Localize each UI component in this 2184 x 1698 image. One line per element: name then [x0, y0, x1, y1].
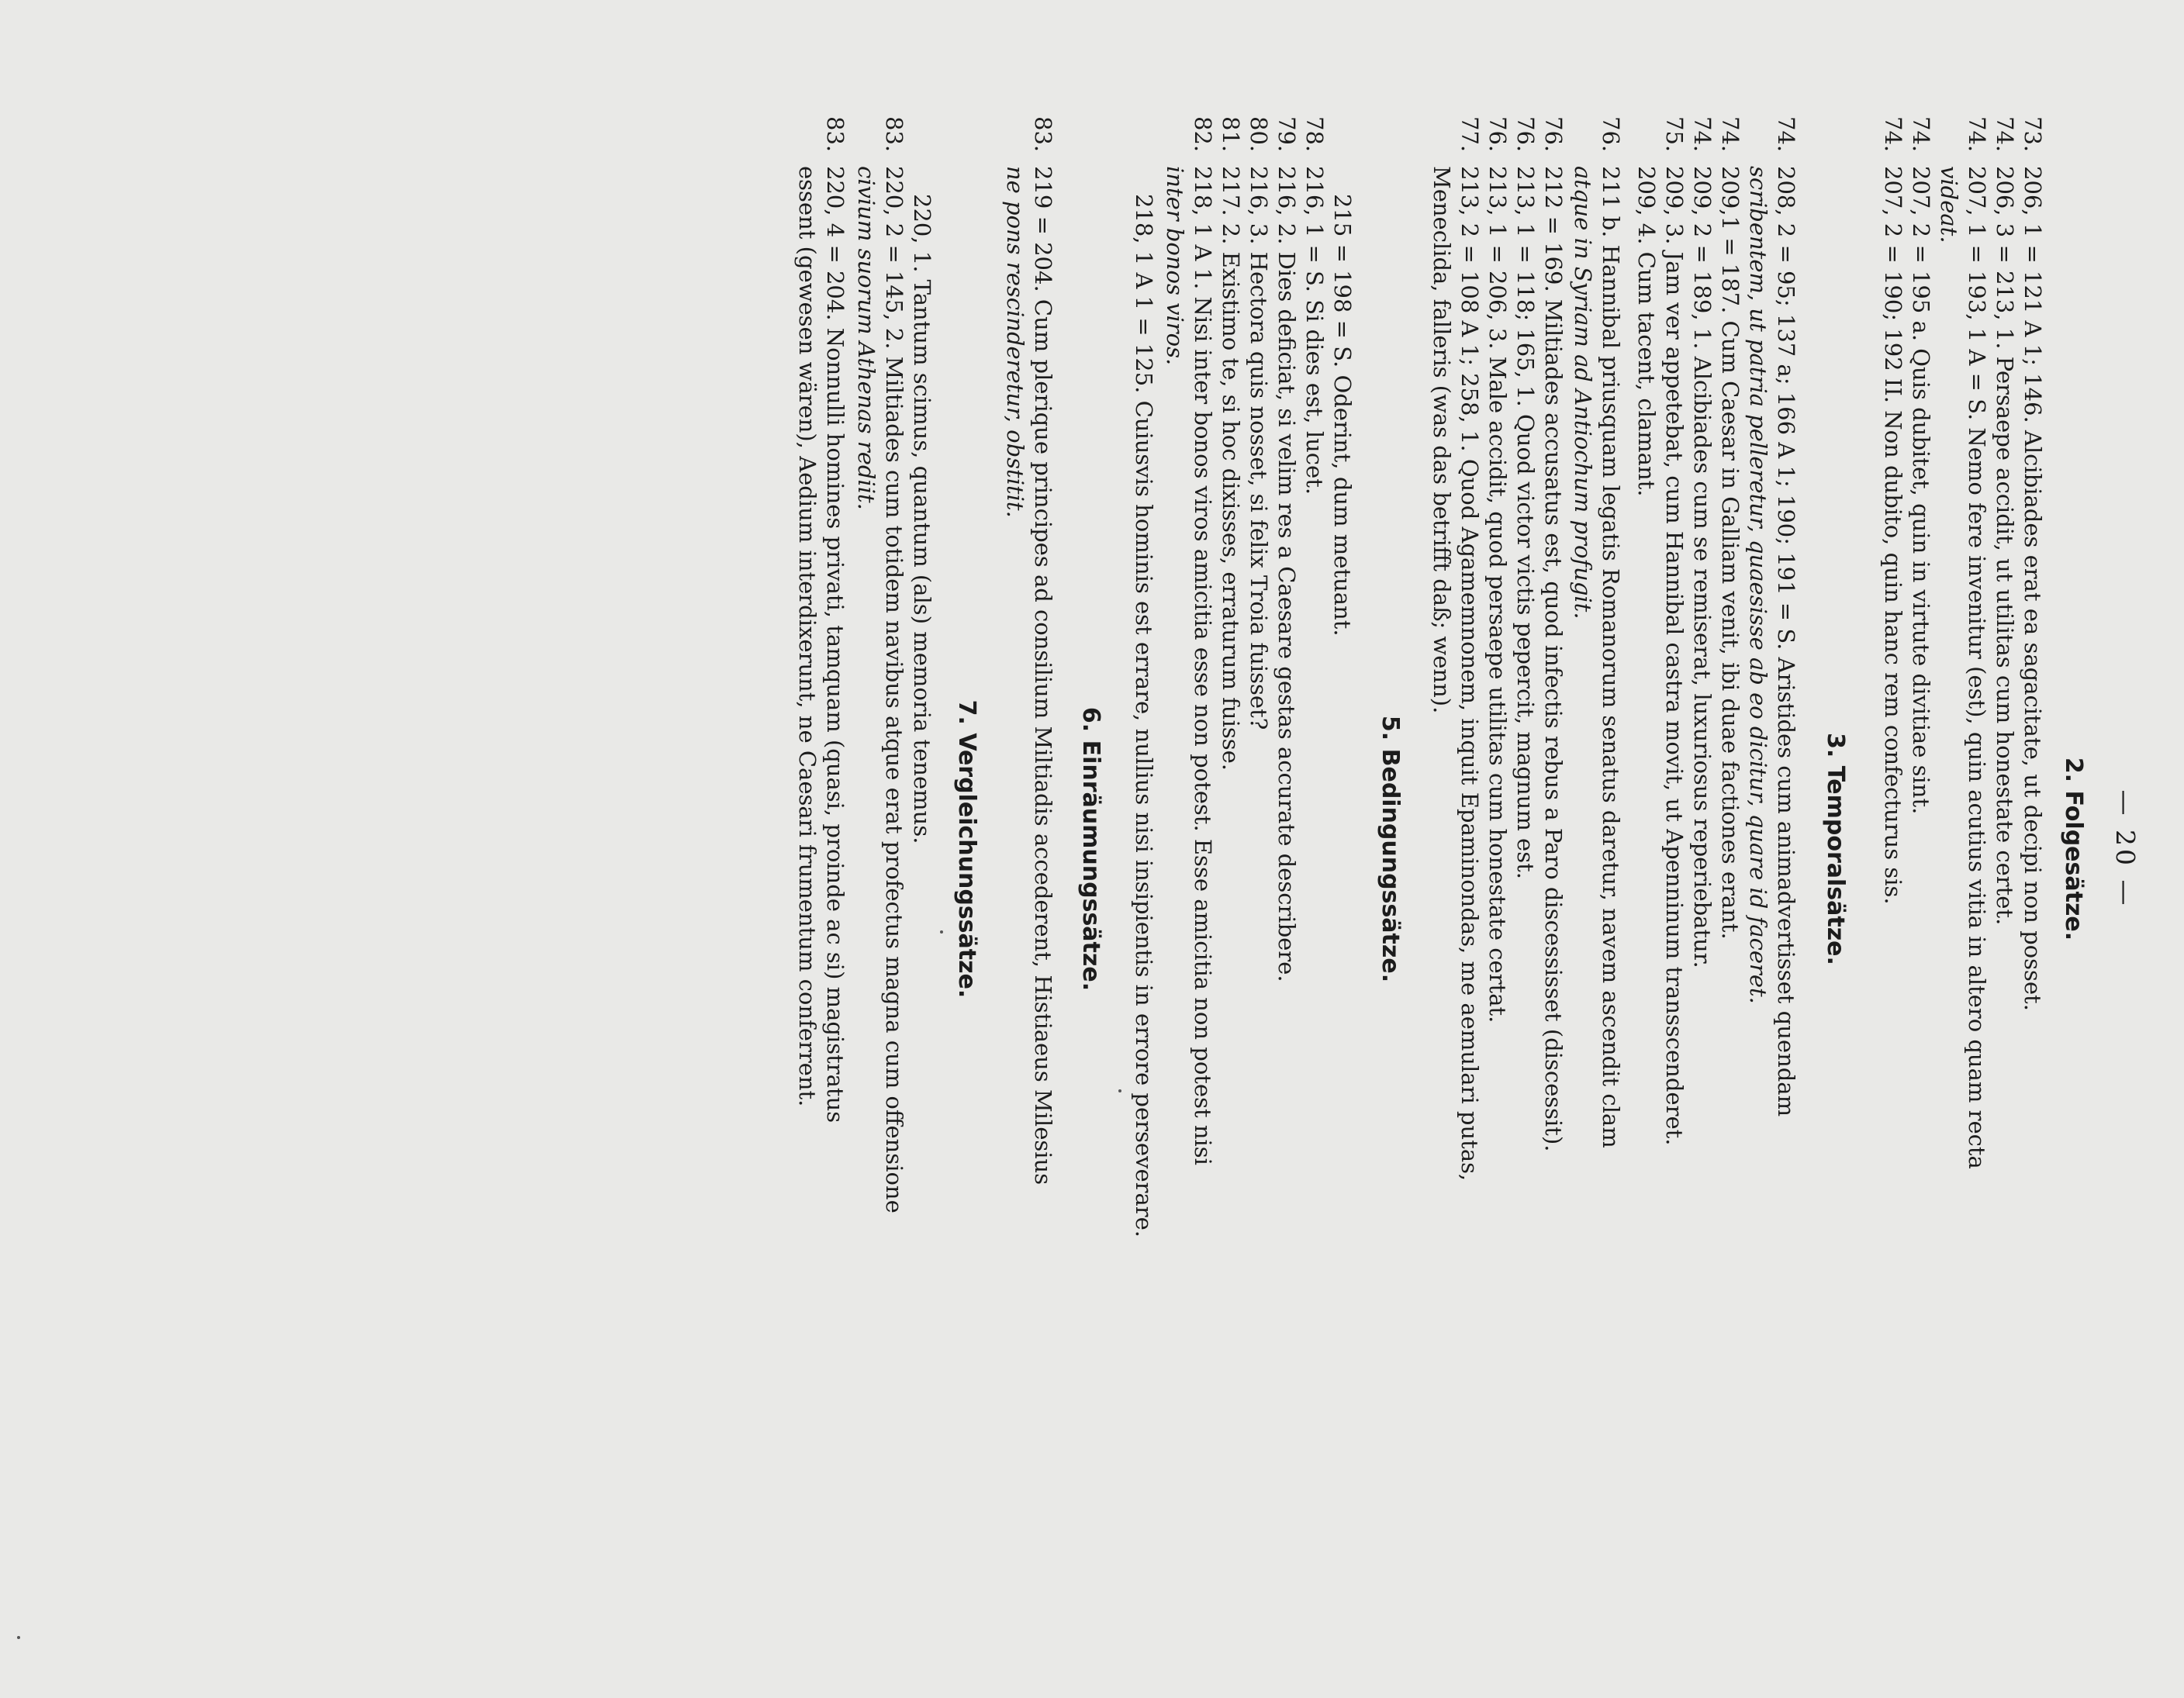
text-line: 74.207, 1 = 193, 1 A = S. Nemo fere invenitur (est), quin acutius vitia in altero quam recta — [1964, 116, 1990, 1169]
text-line: 76.213, 1 = 206, 3. Male accidit, quod persaepe utilitas cum honestate certat. — [1484, 116, 1511, 1023]
text-line: 75.209, 3. Jam ver appetebat, cum Hannibal castra movit, ut Apenninum transscenderet. — [1661, 116, 1688, 1146]
section-heading-folgesaetze: 2. Folgesätze. — [2060, 757, 2087, 941]
text-line: 73.206, 1 = 121 A 1; 146. Alcibiades erat ea sagacitate, ut decipi non posset. — [2020, 116, 2046, 1011]
scan-speck — [17, 1636, 20, 1639]
text-line-continuation: scribentem, ut patria pelleretur, quaesisse ab eo dicitur, quare id faceret. — [1745, 166, 1771, 1004]
text-line: 218, 1 A 1 = 125. Cuiusvis hominis est errare, nullius nisi insipientis in errore perseverare. — [1131, 194, 1157, 1238]
text-line-continuation: videat. — [1936, 166, 1962, 243]
text-line-continuation: essent (gewesen wären), Aedium interdixerunt, ne Caesari frumentum conferrent. — [794, 166, 821, 1107]
section-heading-temporalsaetze: 3. Temporalsätze. — [1822, 733, 1849, 965]
text-line: 76.212 = 169. Miltiades accusatus est, quod infectis rebus a Paro discessisset (discessit). — [1540, 116, 1567, 1152]
scan-speck — [940, 930, 943, 934]
text-line-continuation: civium suorum Athenas rediit. — [853, 166, 879, 510]
text-line: 74.206, 3 = 213, 1. Persaepe accidit, ut utilitas cum honestate certet. — [1992, 116, 2018, 926]
scan-speck — [1118, 1089, 1121, 1092]
text-line: 76.213, 1 = 118; 165, 1. Quod victor victis pepercit, magnum est. — [1512, 116, 1539, 879]
text-line: 79.216, 2. Dies deficiat, si velim res a Caesare gestas accurate describere. — [1273, 116, 1300, 982]
section-heading-bedingungssaetze: 5. Bedingungssätze. — [1377, 715, 1404, 983]
text-line: 83.220, 2 = 145, 2. Miltiades cum totidem navibus atque erat profectus magna cum offensione — [881, 116, 907, 1213]
text-line-continuation: atque in Syriam ad Antiochum profugit. — [1570, 166, 1596, 619]
section-heading-vergleichungssaetze: 7. Vergleichungssätze. — [953, 699, 980, 999]
text-line-continuation: inter bonos viros. — [1162, 166, 1188, 366]
text-line: 74.209, 2 = 189, 1. Alcibiades cum se remiserat, luxuriosus reperiebatur. — [1689, 116, 1716, 968]
text-line: 74.208, 2 = 95; 137 a; 166 A 1; 190; 191 = S. Aristides cum animadvertisset quendam — [1773, 116, 1799, 1117]
text-line-continuation: ne pons rescinderetur, obstitit. — [1002, 166, 1028, 518]
section-heading-einraeumungssaetze: 6. Einräumungssätze. — [1077, 706, 1104, 992]
text-line: 83.219 = 204. Cum plerique principes ad consilium Miltiadis accederent, Histiaeus Milesius — [1030, 116, 1056, 1185]
text-line: 74.207, 2 = 195 a. Quis dubitet, quin in virtute divitiae sint. — [1908, 116, 1934, 815]
text-line-continuation: Meneclida, falleris (was das betrifft daß; wenn). — [1429, 166, 1455, 714]
text-line: 78.216, 1 = S. Si dies est, lucet. — [1301, 116, 1328, 495]
text-line: 220, 1. Tantum scimus, quantum (als) memoria tenemus. — [909, 194, 935, 844]
text-line: 82.218, 1 A 1. Nisi inter bonos viros amicitia esse non potest. Esse amicitia non potest nisi — [1190, 116, 1216, 1165]
text-line: 80.216, 3. Hectora quis nosset, si felix Troia fuisset? — [1246, 116, 1272, 730]
text-line-continuation: 209, 4. Cum tacent, clamant. — [1633, 166, 1660, 497]
text-line: 215 = 198 = S. Oderint, dum metuant. — [1329, 194, 1356, 637]
text-line: 77.213, 2 = 108 A 1; 258, 1. Quod Agamemnonem, inquit Epaminondas, me aemulari putas, — [1457, 116, 1483, 1182]
text-line: 74.207, 2 = 190; 192 II. Non dubito, quin hanc rem confecturus sis. — [1880, 116, 1906, 905]
text-line: 83.220, 4 = 204. Nonnulli homines privati, tamquam (quasi, proinde ac si) magistratus — [822, 116, 848, 1123]
text-line: 81.217. 2. Existimo te, si hoc dixisses, erraturum fuisse. — [1218, 116, 1244, 771]
text-line: 76.211 b. Hannibal priusquam legatis Romanorum senatus daretur, navem ascendit clam — [1598, 116, 1624, 1148]
text-line: 74.209,1 = 187. Cum Caesar in Galliam venit, ibi duae factiones erant. — [1717, 116, 1743, 940]
page-number: — 20 — — [2110, 789, 2141, 909]
